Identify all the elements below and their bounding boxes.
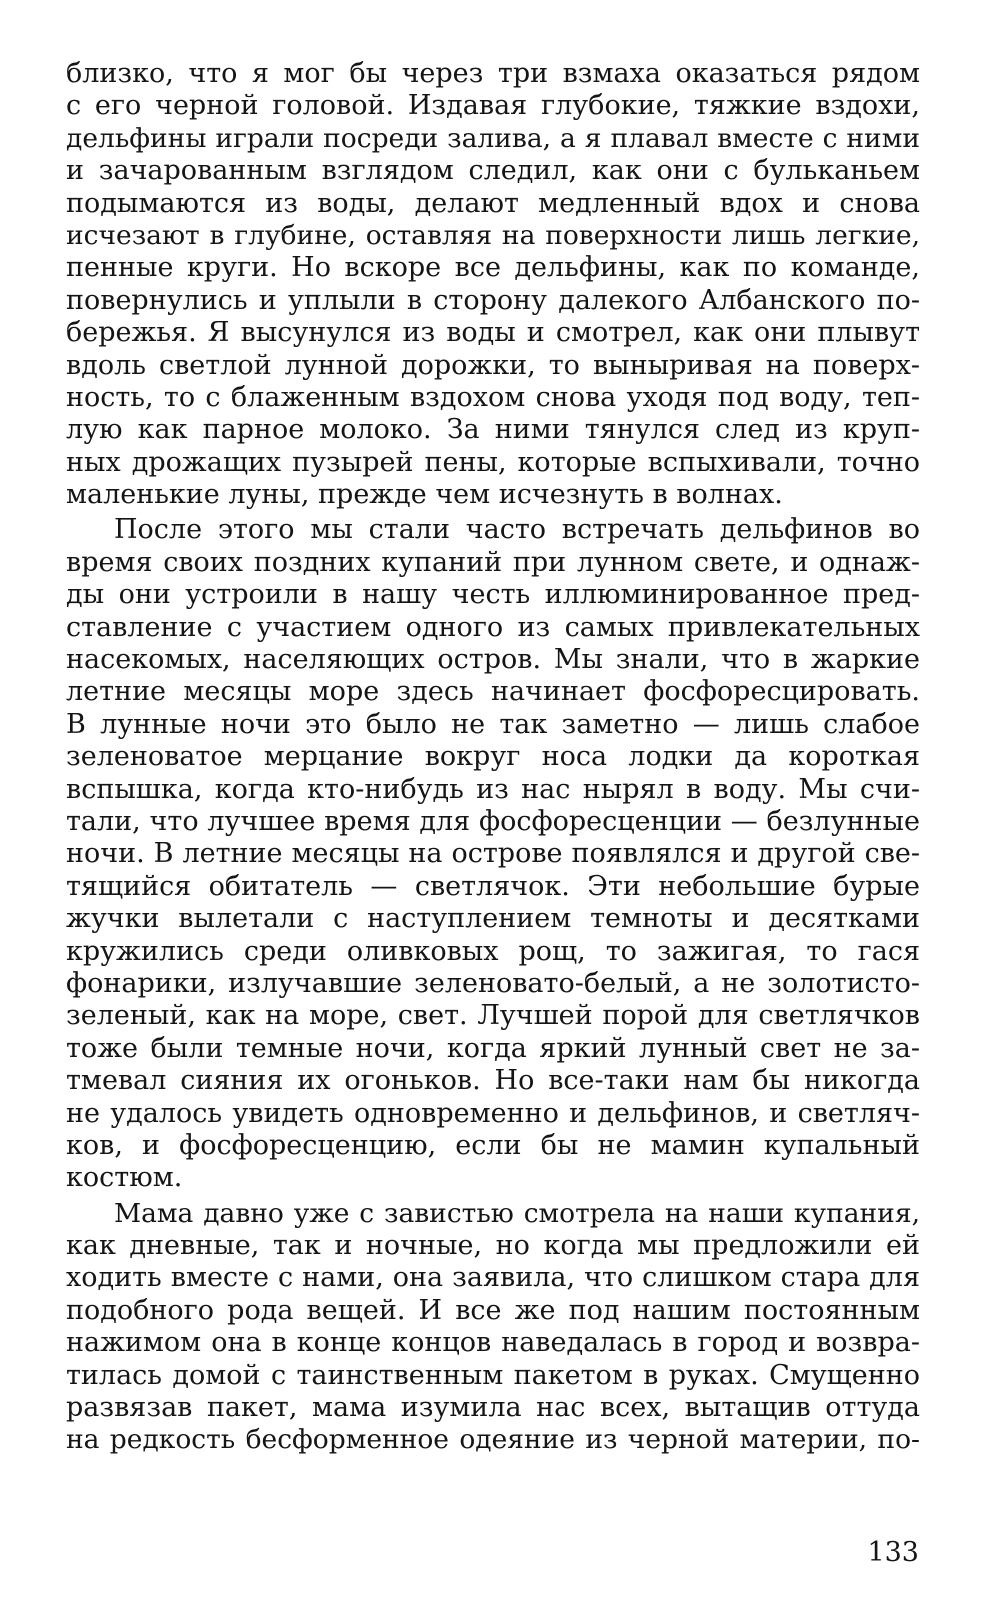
text-line: тилась домой с таинственным пакетом в руках. Смущенно — [66, 1359, 920, 1391]
text-line: повернулись и уплыли в сторону далекого Албанского по- — [66, 284, 920, 316]
text-line: с его черной головой. Издавая глубокие, тяжкие вздохи, — [66, 90, 920, 122]
page-number: 133 — [867, 1537, 919, 1568]
text-line: тящийся обитатель — светлячок. Эти небольшие бурые — [66, 870, 920, 902]
text-line: подобного рода вещей. И все же под нашим постоянным — [66, 1294, 920, 1326]
text-line: ночи. В летние месяцы на острове появлялся и другой све- — [66, 838, 920, 870]
text-line: ставление с участием одного из самых привлекательных — [66, 611, 920, 643]
text-line: исчезают в глубине, оставляя на поверхности лишь легкие, — [66, 219, 920, 251]
text-line: тмевал сияния их огоньков. Но все-таки нам бы никогда — [66, 1065, 920, 1097]
text-line: ды они устроили в нашу честь иллюминированное пред- — [66, 579, 920, 611]
text-line: Мама давно уже с завистью смотрела на наши купания, — [114, 1197, 920, 1229]
text-line: ность, то с блаженным вздохом снова уходя под воду, теп- — [66, 381, 920, 413]
text-line: бережья. Я высунулся из воды и смотрел, как они плывут — [66, 317, 920, 349]
text-line: костюм. — [66, 1162, 183, 1194]
text-line: зеленый, как на море, свет. Лучшей порой для светлячков — [66, 1000, 920, 1032]
page-body — [66, 58, 920, 1460]
text-line: ных дрожащих пузырей пены, которые вспыхивали, точно — [66, 446, 920, 478]
text-line: ходить вместе с нами, она заявила, что слишком стара для — [66, 1262, 920, 1294]
text-line: маленькие луны, прежде чем исчезнуть в волнах. — [66, 479, 783, 511]
paragraph-2 — [66, 514, 920, 1194]
text-line: летние месяцы море здесь начинает фосфоресцировать. — [66, 676, 920, 708]
text-line: лую как парное молоко. За ними тянулся след из круп- — [66, 414, 920, 446]
text-line: кружились среди оливковых рощ, то зажигая, то гася — [66, 935, 920, 967]
text-line: тоже были темные ночи, когда яркий лунный свет не за- — [66, 1032, 920, 1064]
text-line: время своих поздних купаний при лунном свете, и однаж- — [66, 546, 920, 578]
text-line: пенные круги. Но вскоре все дельфины, как по команде, — [66, 252, 920, 284]
text-line: фонарики, излучавшие зеленовато-белый, а не золотисто- — [66, 967, 920, 999]
text-line: как дневные, так и ночные, но когда мы предложили ей — [66, 1230, 920, 1262]
text-line: тали, что лучшее время для фосфоресценции — безлунные — [66, 805, 920, 837]
text-line: нажимом она в конце концов наведалась в город и возвра- — [66, 1327, 920, 1359]
text-line: зеленоватое мерцание вокруг носа лодки да короткая — [66, 741, 920, 773]
text-line: вдоль светлой лунной дорожки, то выныривая на поверх- — [66, 349, 920, 381]
text-line: жучки вылетали с наступлением темноты и десятками — [66, 903, 920, 935]
text-line: дельфины играли посреди залива, а я плавал вместе с ними — [66, 122, 920, 154]
text-line: и зачарованным взглядом следил, как они с бульканьем — [66, 155, 920, 187]
paragraph-1 — [66, 58, 920, 511]
text-line: развязав пакет, мама изумила нас всех, вытащив оттуда — [66, 1392, 920, 1424]
text-line: подымаются из воды, делают медленный вдох и снова — [66, 187, 920, 219]
text-line: В лунные ночи это было не так заметно — лишь слабое — [66, 708, 920, 740]
text-line: насекомых, населяющих остров. Мы знали, что в жаркие — [66, 644, 920, 676]
paragraph-3 — [66, 1198, 920, 1457]
text-line: вспышка, когда кто-нибудь из нас нырял в воду. Мы счи- — [66, 773, 920, 805]
text-line: на редкость бесформенное одеяние из черной материи, по- — [66, 1424, 920, 1456]
text-line: После этого мы стали часто встречать дельфинов во — [114, 514, 920, 546]
text-line: ков, и фосфоресценцию, если бы не мамин купальный — [66, 1129, 920, 1161]
text-line: не удалось увидеть одновременно и дельфинов, и светляч- — [66, 1097, 920, 1129]
text-line: близко, что я мог бы через три взмаха оказаться рядом — [66, 58, 920, 89]
